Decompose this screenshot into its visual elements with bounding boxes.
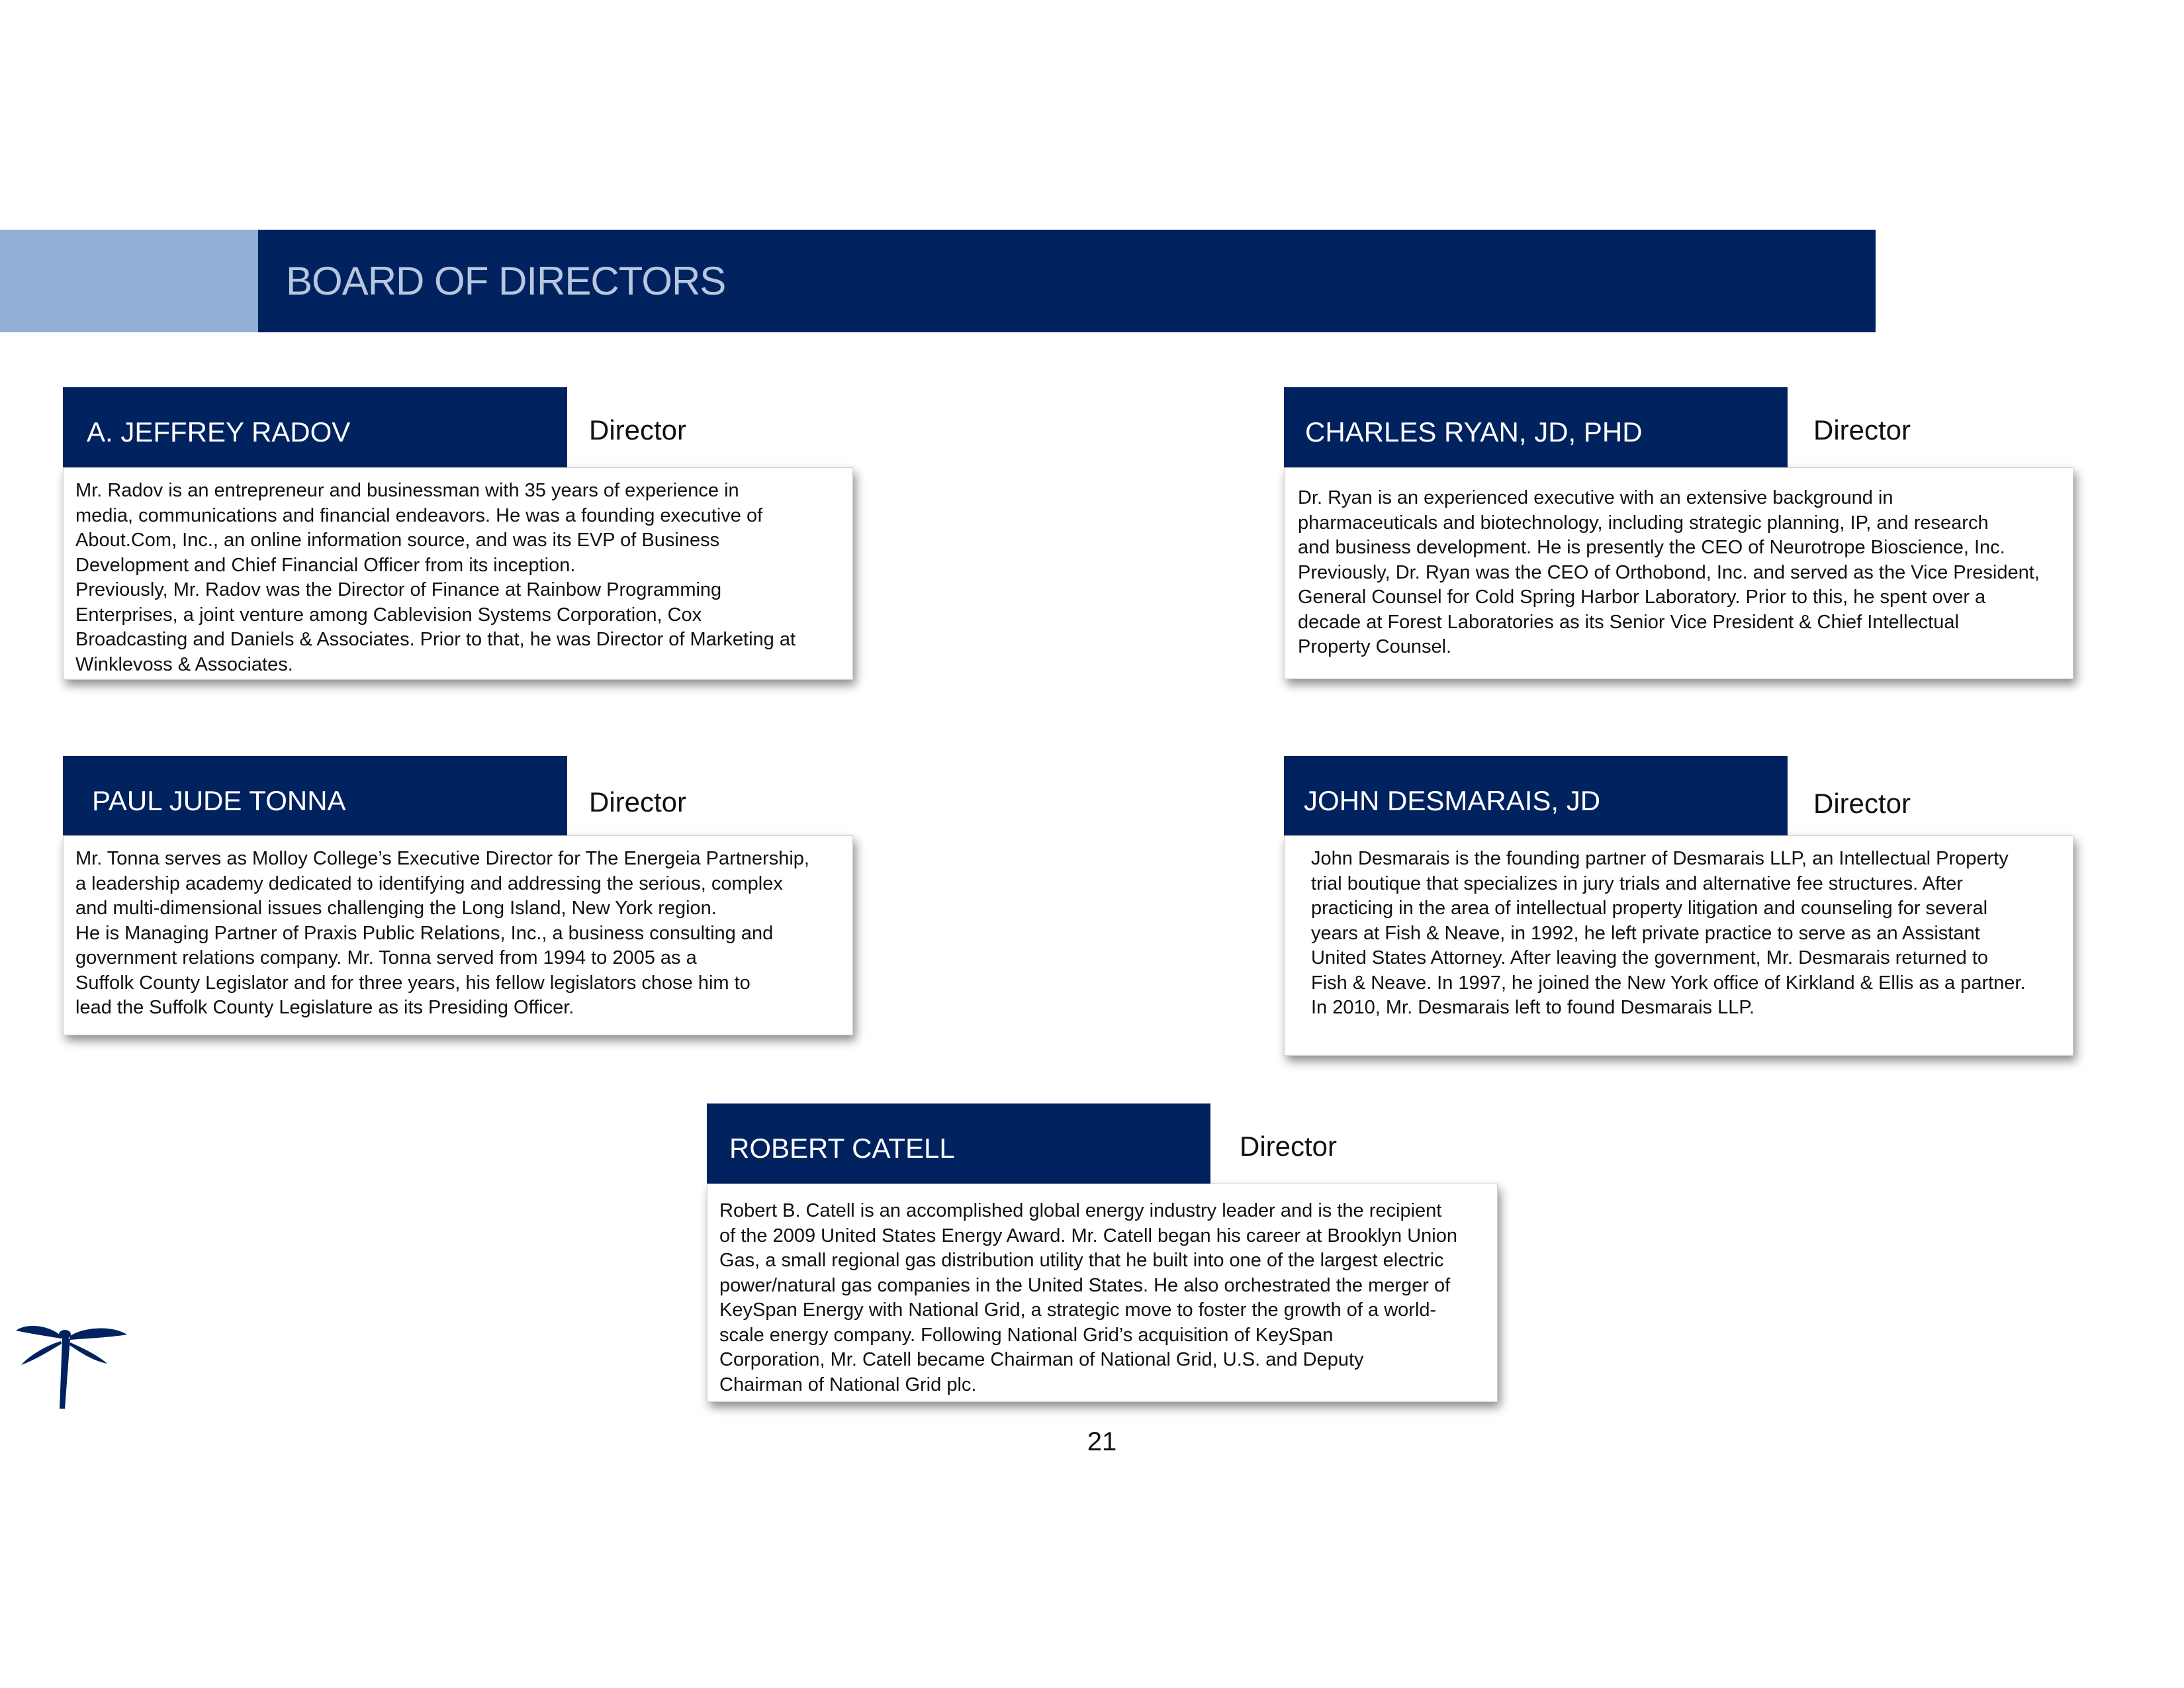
director-name: CHARLES RYAN, JD, PHD — [1284, 387, 1788, 467]
director-role: Director — [589, 786, 687, 818]
page-number: 21 — [1087, 1427, 1117, 1456]
director-name: JOHN DESMARAIS, JD — [1284, 756, 1788, 836]
director-role: Director — [1240, 1131, 1338, 1162]
director-bio: Robert B. Catell is an accomplished global energy industry leader and is the recipient of the 2009 United States Energy Award. Mr. Catell began his career at Brooklyn Union Gas, a small regional gas distribution utility that he built into one of the largest electric power/natural gas companies in the United States. He also orchestrated the merger of KeySpan Energy with National Grid, a strategic move to foster the growth of a world- scale energy company. Following National Grid’s acquisition of KeySpan Corporation, Mr. Catell became Chairman of National Grid, U.S. and Deputy Chairman of National Grid plc. — [707, 1184, 1498, 1402]
director-bio: Mr. Radov is an entrepreneur and businessman with 35 years of experience in media, communications and financial endeavors. He was a founding executive of About.Com, Inc., an online information source, and was its EVP of Business Development and Chief Financial Officer from its inception. Previously, Mr. Radov was the Director of Finance at Rainbow Programming Enterprises, a joint venture among Cablevision Systems Corporation, Cox Broadcasting and Daniels & Associates. Prior to that, he was Director of Marketing at Winklevoss & Associates. — [63, 467, 853, 680]
dragonfly-icon — [13, 1316, 129, 1415]
director-name: PAUL JUDE TONNA — [63, 756, 567, 836]
director-bio: Dr. Ryan is an experienced executive with an extensive background in pharmaceuticals and biotechnology, including strategic planning, IP, and research and business development. He is presently the CEO of Neurotrope Bioscience, Inc. Previously, Dr. Ryan was the CEO of Orthobond, Inc. and served as the Vice President, General Counsel for Cold Spring Harbor Laboratory. Prior to this, he spent over a decade at Forest Laboratories as its Senior Vice President & Chief Intellectual Property Counsel. — [1284, 467, 2073, 679]
director-name: A. JEFFREY RADOV — [63, 387, 567, 467]
header-accent-block — [0, 230, 258, 332]
director-role: Director — [1813, 788, 1911, 819]
director-role: Director — [1813, 414, 1911, 445]
director-role: Director — [589, 414, 687, 445]
director-bio: John Desmarais is the founding partner of Desmarais LLP, an Intellectual Property trial boutique that specializes in jury trials and alternative fee structures. After practicing in the area of intellectual property litigation and counseling for several years at Fish & Neave, in 1992, he left private practice to serve as an Assistant United States Attorney. After leaving the government, Mr. Desmarais returned to Fish & Neave. In 1997, he joined the New York office of Kirkland & Ellis as a partner. In 2010, Mr. Desmarais left to found Desmarais LLP. — [1284, 835, 2073, 1056]
page-title: BOARD OF DIRECTORS — [286, 259, 726, 303]
director-bio: Mr. Tonna serves as Molloy College’s Executive Director for The Energeia Partnership, a leadership academy dedicated to identifying and addressing the serious, complex and multi-dimensional issues challenging the Long Island, New York region. He is Managing Partner of Praxis Public Relations, Inc., a business consulting and government relations company. Mr. Tonna served from 1994 to 2005 as a Suffolk County Legislator and for three years, his fellow legislators chose him to lead the Suffolk County Legislature as its Presiding Officer. — [63, 835, 853, 1035]
director-name: ROBERT CATELL — [707, 1103, 1210, 1184]
